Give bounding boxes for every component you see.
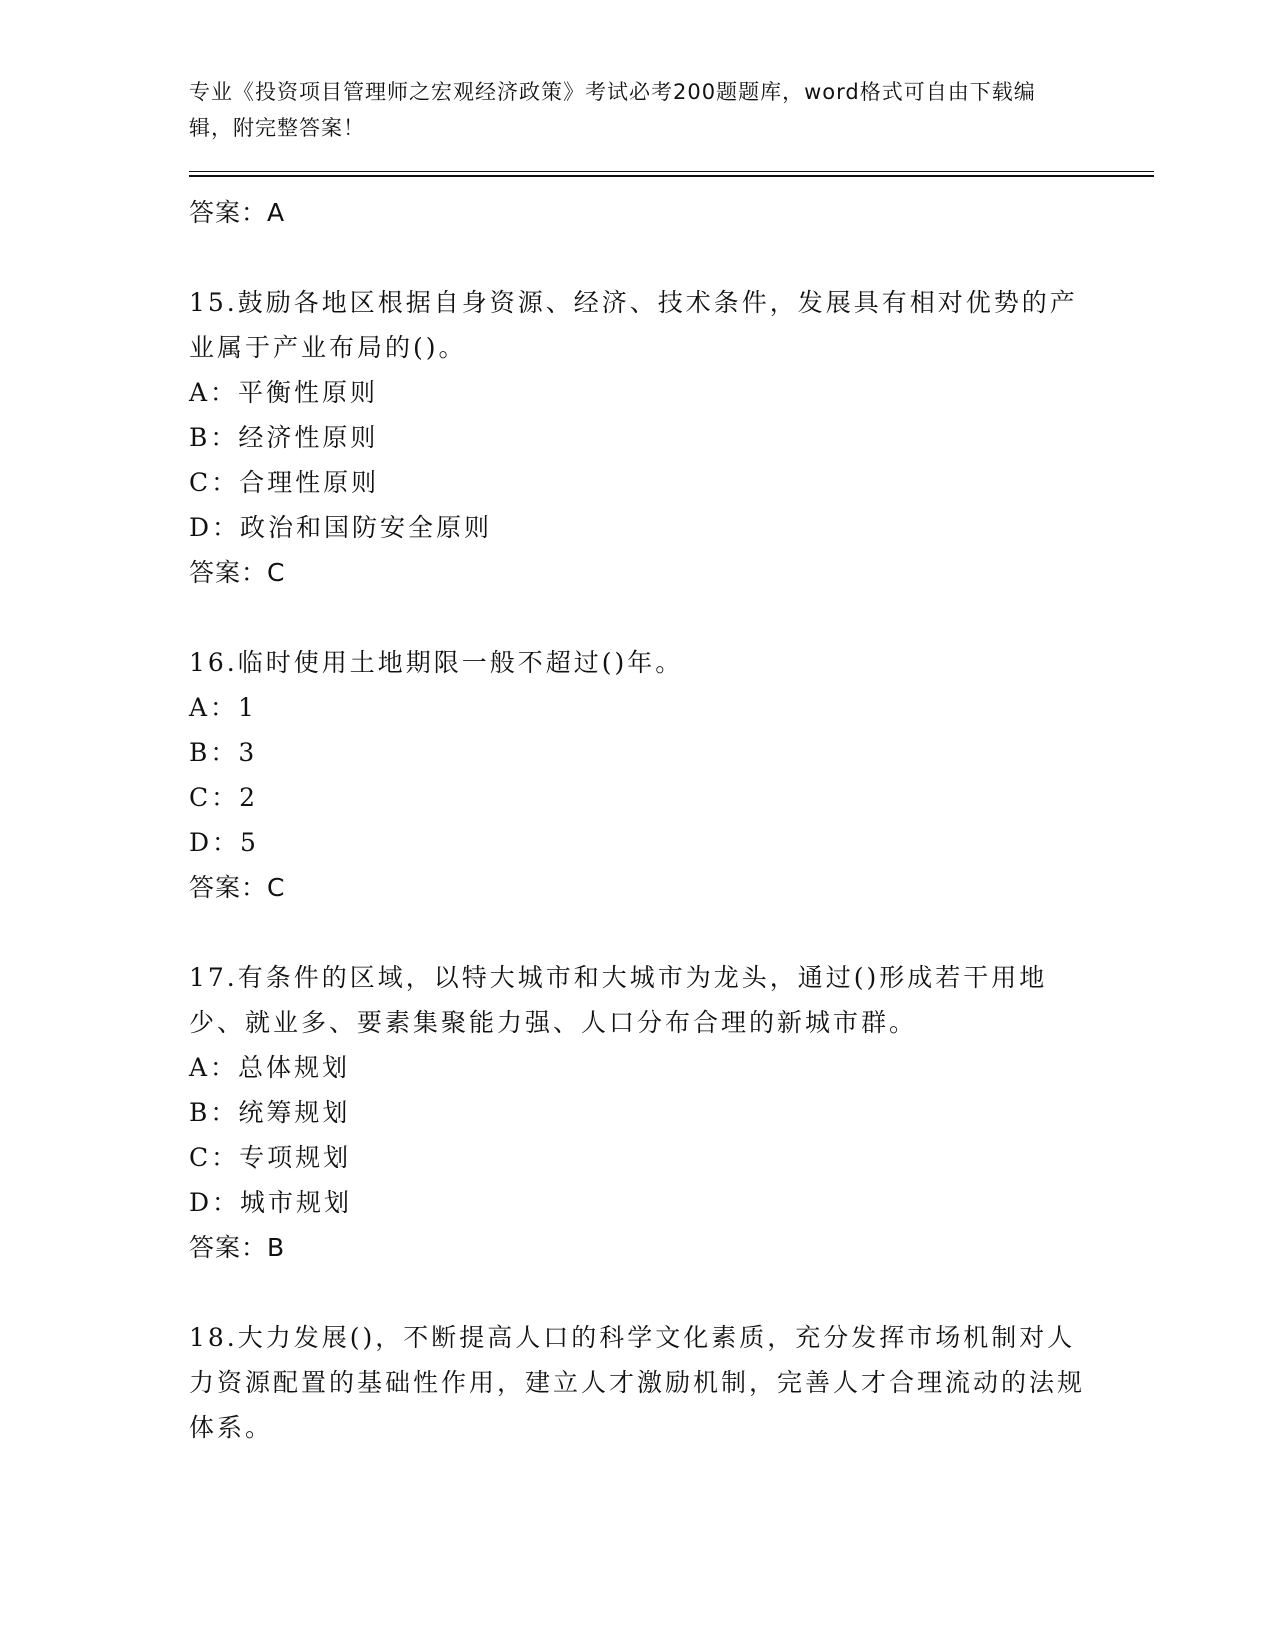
document-body <box>189 190 1089 1450</box>
option-a: A：总体规划 <box>189 1053 351 1082</box>
question-16 <box>189 640 1089 910</box>
question-stem: 17.有条件的区域，以特大城市和大城市为龙头，通过()形成若干用地少、就业多、要素集聚能力强、人口分布合理的新城市群。 <box>189 963 1048 1037</box>
option-d: D：政治和国防安全原则 <box>189 513 493 542</box>
option-a: A：1 <box>189 693 257 722</box>
answer-line: 答案：C <box>189 558 286 587</box>
question-stem: 18.大力发展()，不断提高人口的科学文化素质，充分发挥市场机制对人力资源配置的基础性作用，建立人才激励机制，完善人才合理流动的法规体系。 <box>189 1323 1086 1442</box>
header-divider-top <box>189 171 1154 172</box>
answer-line: 答案：C <box>189 873 286 902</box>
option-b: B：经济性原则 <box>189 423 379 452</box>
answer-line: 答案：B <box>189 1233 286 1262</box>
option-d: D：城市规划 <box>189 1188 353 1217</box>
option-c: C：专项规划 <box>189 1143 352 1172</box>
option-d: D：5 <box>189 828 259 857</box>
question-17 <box>189 955 1089 1270</box>
option-c: C：2 <box>189 783 259 812</box>
option-c: C：合理性原则 <box>189 468 380 497</box>
option-b: B：统筹规划 <box>189 1098 351 1127</box>
answer-line: 答案：A <box>189 198 286 227</box>
question-18 <box>189 1315 1089 1450</box>
option-b: B：3 <box>189 738 258 767</box>
document-header: 专业《投资项目管理师之宏观经济政策》考试必考200题题库，word格式可自由下载编辑，附完整答案！ <box>189 80 1036 140</box>
question-15 <box>189 280 1089 595</box>
question-stem: 15.鼓励各地区根据自身资源、经济、技术条件，发展具有相对优势的产业属于产业布局的()。 <box>189 288 1078 362</box>
option-a: A：平衡性原则 <box>189 378 379 407</box>
question-stem: 16.临时使用土地期限一般不超过()年。 <box>189 648 684 677</box>
header-divider-bottom <box>189 175 1154 177</box>
